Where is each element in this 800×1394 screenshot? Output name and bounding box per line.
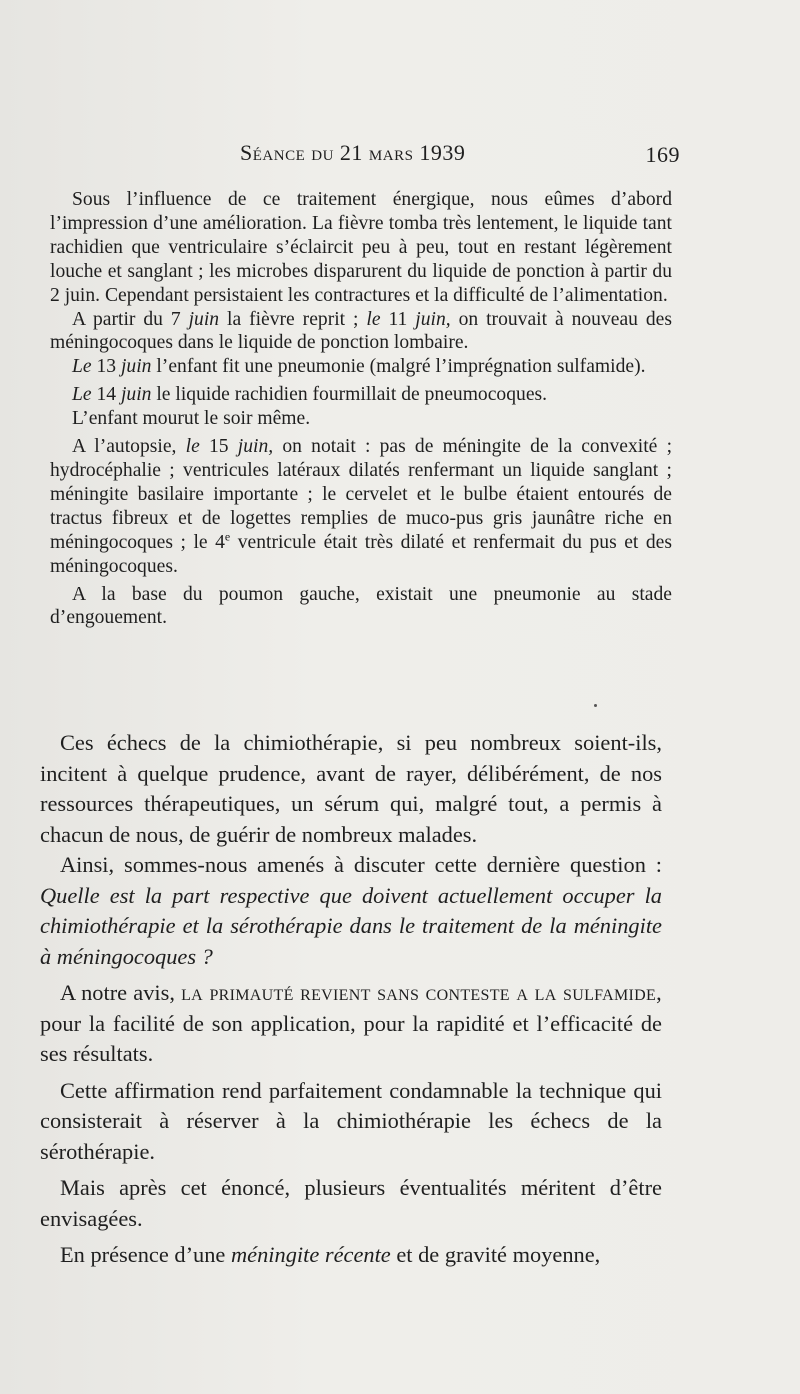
paragraph: Le 14 juin le liquide rachidien fourmillait de pneumocoques. (72, 384, 548, 406)
paragraph: A l’autopsie, le 15 juin, on notait : pas de méningite de la convexité ; hydrocéphalie ; ventricules latéraux dilatés renfermant un liquide sanglant ; méningite basilaire importante ; le cervelet et le bulbe étaient entourés de tractus fibreux et de logettes remplies de muco-pus gris jaunâtre riche en méningocoques ; le 4e ventricule était très dilaté et renfermait du pus et des méningocoques. (50, 436, 673, 577)
section-separator (594, 704, 597, 707)
paragraph: Ces échecs de la chimiothérapie, si peu nombreux soient-ils, incitent à quelque prudence, avant de rayer, délibérément, de nos ressources thérapeutiques, un sérum qui, malgré tout, a permis à chacun de nous, de guérir de nombreux malades. (40, 730, 662, 847)
running-title: Séance du 21 mars 1939 (240, 140, 466, 165)
discussion-text (40, 728, 662, 1271)
page-number: 169 (645, 142, 680, 167)
running-head (240, 140, 680, 166)
paragraph: L’enfant mourut le soir même. (72, 408, 311, 430)
paragraph: Sous l’influence de ce traitement énergique, nous eûmes d’abord l’impression d’une amélioration. La fièvre tomba très lentement, le liquide tant rachidien que ventriculaire s’éclaircit peu à peu, tout en restant légèrement louche et sanglant ; les microbes disparurent du liquide de ponction à partir du 2 juin. Cependant persistaient les contractures et la difficulté de l’alimentation. (50, 189, 672, 306)
case-report-text (50, 188, 672, 630)
paragraph: A notre avis, la primauté revient sans conteste a la sulfamide, pour la facilité de son application, pour la rapidité et l’efficacité de ses résultats. (40, 980, 662, 1066)
paragraph: Le 13 juin l’enfant fit une pneumonie (malgré l’imprégnation sulfamide). (72, 356, 646, 378)
paragraph: Ainsi, sommes-nous amenés à discuter cette dernière question : Quelle est la part respective que doivent actuellement occuper la chimiothérapie et la sérothérapie dans le traitement de la méningite à méningocoques ? (40, 852, 662, 969)
paragraph: Mais après cet énoncé, plusieurs éventualités méritent d’être envisagées. (40, 1175, 662, 1231)
paragraph: A la base du poumon gauche, existait une pneumonie au stade d’engouement. (50, 583, 672, 629)
paragraph: A partir du 7 juin la fièvre reprit ; le 11 juin, on trouvait à nouveau des méningocoques dans le liquide de ponction lombaire. (50, 308, 673, 354)
paragraph: En présence d’une méningite récente et de gravité moyenne, (60, 1242, 601, 1267)
paragraph: Cette affirmation rend parfaitement condamnable la technique qui consisterait à réserver à la chimiothérapie les échecs de la sérothérapie. (40, 1077, 662, 1164)
